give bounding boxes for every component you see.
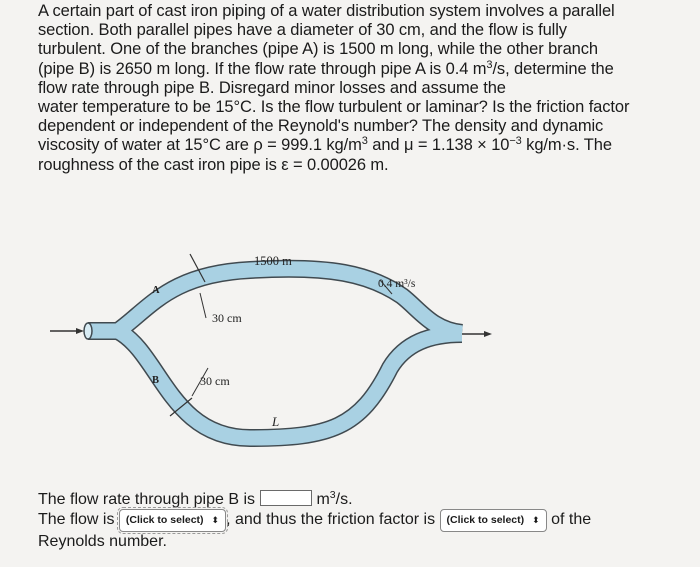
length-b-label: L: [272, 414, 280, 429]
diameter-line-a: [200, 293, 206, 318]
question-1-text: The flow rate through pipe B is: [38, 491, 256, 508]
answer-section: [38, 490, 688, 551]
problem-line: section. Both parallel pipes have a diameter of 30 cm, and the flow is fully: [38, 21, 567, 40]
outlet-arrowhead: [484, 331, 492, 337]
problem-statement: [38, 2, 678, 175]
question-1: [38, 490, 688, 509]
pipe-a-label: A: [152, 285, 160, 296]
question-3-after: of the: [551, 511, 592, 528]
flow-rate-b-input[interactable]: [260, 490, 312, 506]
select-arrows-icon: ⬍: [211, 515, 220, 525]
problem-line: flow rate through pipe B. Disregard minor losses and assume the: [38, 78, 506, 97]
question-2-middle: , and thus the friction factor is: [226, 511, 436, 528]
pipe-inlet-end: [84, 323, 92, 339]
problem-line: roughness of the cast iron pipe is ε = 0.00026 m.: [38, 155, 389, 174]
problem-line: [38, 136, 678, 155]
unit-text: m: [316, 491, 330, 508]
friction-factor-select[interactable]: [440, 509, 547, 532]
diameter-a-label: 30 cm: [212, 311, 242, 325]
superscript: 3: [361, 135, 368, 148]
select-arrows-icon: ⬍: [532, 515, 540, 525]
flow-type-select-label: (Click to select): [125, 514, 204, 526]
question-2: [38, 509, 688, 532]
inlet-arrowhead: [76, 328, 84, 334]
problem-line: [38, 60, 678, 79]
flow-rate-label: 0.4 m³/s: [378, 278, 416, 290]
superscript: −3: [509, 135, 522, 148]
problem-line: A certain part of cast iron piping of a water distribution system involves a parallel: [38, 2, 615, 20]
question-2-text: The flow is: [38, 511, 115, 528]
pipe-figure: [40, 238, 560, 450]
unit-superscript: 3: [329, 489, 336, 501]
flow-type-select[interactable]: [119, 509, 226, 532]
problem-text: kg/m·s. The: [521, 136, 612, 155]
pipe-b-label: B: [152, 375, 160, 386]
superscript: 3: [486, 58, 493, 71]
problem-text: viscosity of water at 15°C are ρ = 999.1 kg/m: [38, 136, 362, 155]
friction-factor-select-label: (Click to select): [446, 514, 525, 526]
pipe-body: [88, 269, 462, 438]
diameter-b-label: 30 cm: [200, 374, 230, 388]
problem-line: turbulent. One of the branches (pipe A) is 1500 m long, while the other branch: [38, 40, 598, 59]
question-3-tail: Reynolds number.: [38, 533, 167, 550]
problem-line: water temperature to be 15°C. Is the flow turbulent or laminar? Is the friction factor: [38, 98, 630, 117]
problem-text: and μ = 1.138 × 10: [367, 136, 510, 155]
problem-text: /s, determine the: [492, 59, 614, 78]
unit-text-after: /s.: [335, 491, 353, 508]
problem-line: dependent or independent of the Reynold's number? The density and dynamic: [38, 117, 604, 136]
problem-text: (pipe B) is 2650 m long. If the flow rate through pipe A is 0.4 m: [38, 59, 487, 78]
length-a-label: 1500 m: [254, 254, 292, 268]
